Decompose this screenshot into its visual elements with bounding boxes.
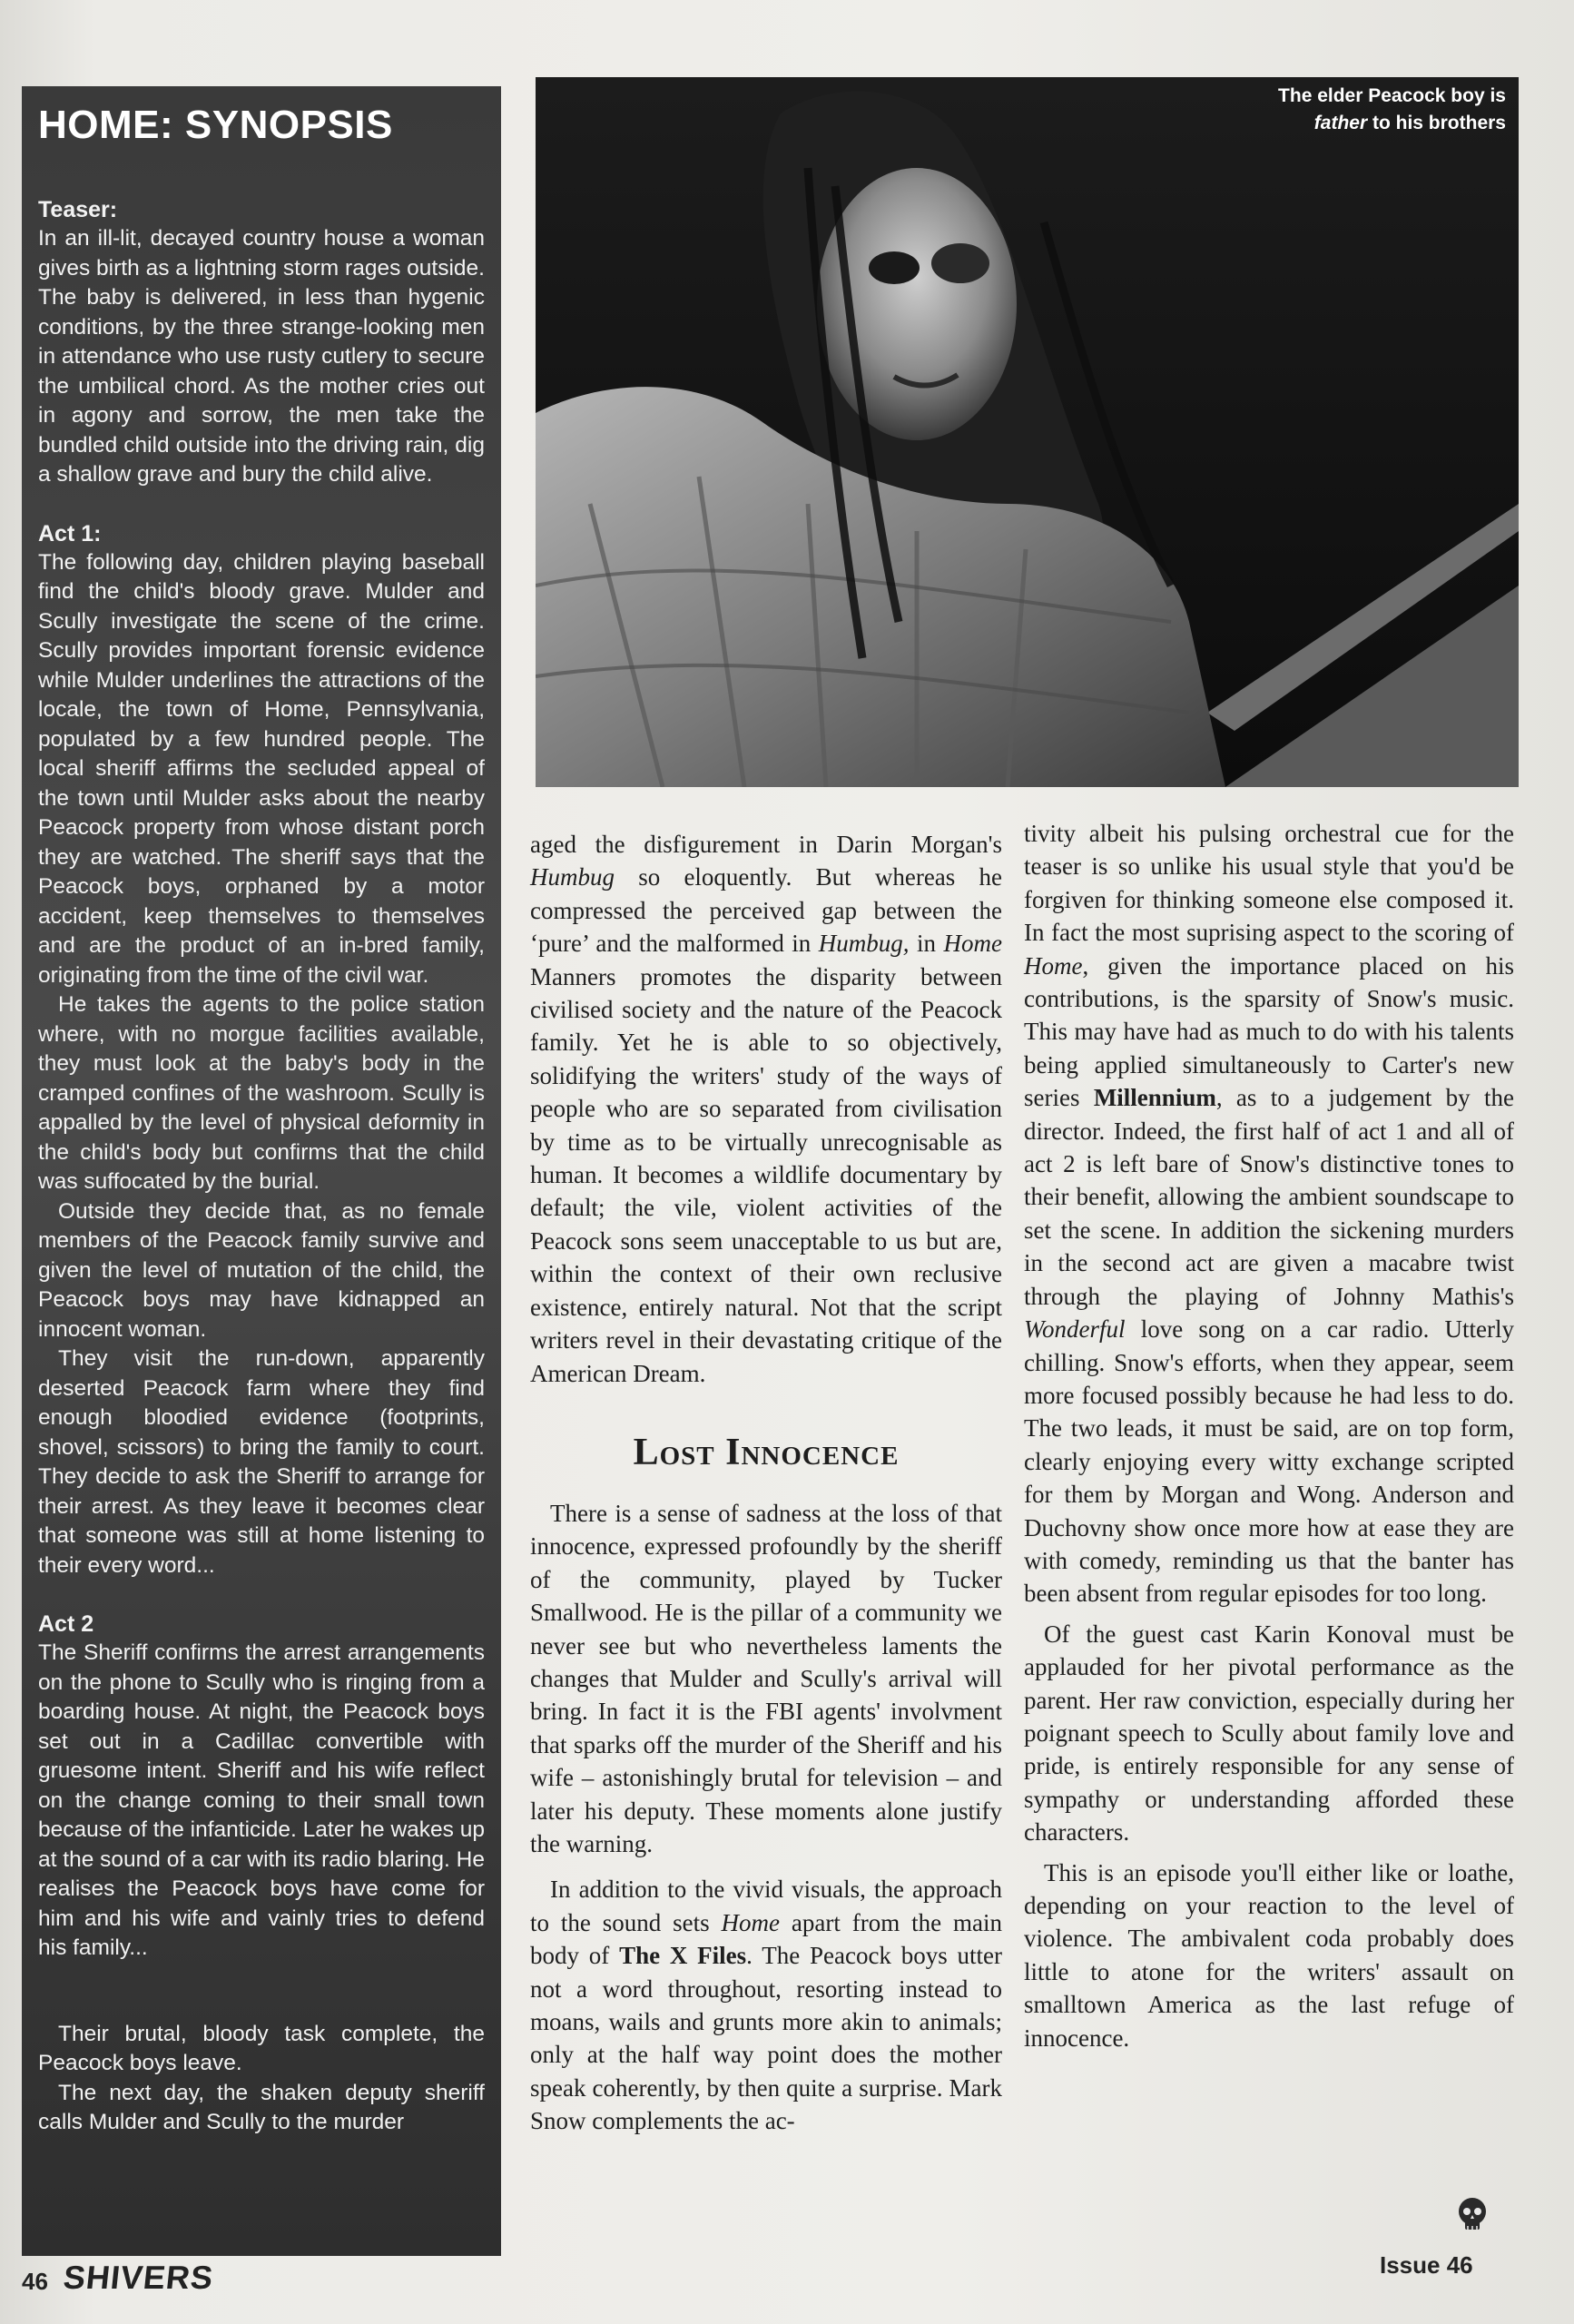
- article-paragraph: [530, 828, 1002, 1390]
- text-run: tivity albeit his pulsing orchestral cue for the teaser is so unlike his usual style that you'd be forgiven for thinking someone else composed it. In fact the most suprising aspect to the scoring of: [1024, 820, 1514, 947]
- episode-photo: [536, 77, 1519, 787]
- caption-text: to his brothers: [1367, 113, 1506, 133]
- article-paragraph: [1024, 817, 1514, 1610]
- teaser-text: In an ill-lit, decayed country house a woman gives birth as a lightning storm rages outside. The baby is delivered, in less than hygenic conditions, by the three strange-looking men in attendance who use rusty cutlery to secure the umbilical chord. As the mother cries out in agony and sorrow, the men take the bundled child outside into the driving rain, dig a shallow grave and bury the child alive.: [38, 226, 485, 487]
- issue-label: Issue 46: [1380, 2251, 1473, 2279]
- photo-illustration: [536, 77, 1519, 787]
- text-run: love song on a car radio. Utterly chilling. Snow's efforts, when they appear, seem more focused possibly because he had less to do. The two leads, it must be said, are on top form, clearly enjoying every witty exchange scripted for them by Morgan and Wong. Anderson and Duchovny show once more how at ease they are with comedy, reminding us that the banter has been absent from regular episodes for too long.: [1024, 1315, 1514, 1608]
- act2-paragraph: Their brutal, bloody task complete, the Peacock boys leave.: [38, 2021, 485, 2075]
- teaser-heading: Teaser:: [38, 197, 118, 222]
- text-run: Millennium: [1093, 1084, 1216, 1112]
- text-run: so eloquently. But whereas he compressed the perceived gap between the ‘pure’ and the malformed in: [530, 863, 1002, 958]
- section-subheading: Lost Innocence: [633, 1431, 900, 1473]
- article-paragraph: [530, 1873, 1002, 2137]
- photo-caption: [1278, 83, 1506, 137]
- act1-paragraph: Outside they decide that, as no female members of the Peacock family survive and given the level of mutation of the child, the Peacock boys may have kidnapped an innocent woman.: [38, 1198, 485, 1342]
- act1-paragraph: He takes the agents to the police station where, with no morgue facilities available, they must look at the baby's body in the cramped confines of the washroom. Scully is appalled by the level of physical deformity in the child's body but confirms that the child was suffocated by the burial.: [38, 992, 485, 1194]
- act1-paragraph: They visit the run-down, apparently deserted Peacock farm where they find enough bloodied evidence (footprints, shovel, scissors) to bring the family to court. They decide to ask the Sheriff to arrange for their arrest. As they leave it becomes clear that someone was still at home listening to their every word...: [38, 1346, 485, 1578]
- page-number: 46: [22, 2268, 48, 2295]
- text-run: apart from the main body of: [530, 1908, 1002, 1970]
- article-column-1: [530, 828, 1002, 2138]
- sidebar-title: HOME: SYNOPSIS: [38, 103, 393, 147]
- text-run: In addition to the vivid visuals, the approach to the sound sets: [530, 1876, 1002, 1936]
- text-run: aged the disfigurement in Darin Morgan's: [530, 831, 1002, 858]
- text-run: Humbug,: [818, 930, 910, 958]
- act1-heading: Act 1:: [38, 520, 102, 547]
- skull-icon: [1457, 2197, 1488, 2233]
- act2-paragraph: The Sheriff confirms the arrest arrangements on the phone to Scully who is ringing from a boarding house. At night, the Peacock boys set out in a Cadillac convertible with gruesome intent. Sheriff and his wife reflect on the change coming to their small town because of the infanticide. Later he wakes up at the sound of a car with its radio blaring. He realises the Peacock boys have come for him and his wife and vainly tries to defend his family...: [38, 1640, 485, 1960]
- synopsis-sidebar: [22, 86, 501, 2256]
- act2-heading: Act 2: [38, 1611, 94, 1637]
- article-paragraph: There is a sense of sadness at the loss of that innocence, expressed profoundly by the sheriff of the community, played by Tucker Smallwood. He is the pillar of a community we never see but who nevertheless laments the changes that Mulder and Scully's arrival will bring. In fact it is the FBI agents' involvment that sparks off the murder of the Sheriff and his wife – astonishingly brutal for television – and later his deputy. These moments alone justify the warning.: [530, 1499, 1002, 1857]
- text-run: , as to a judgement by the director. Indeed, the first half of act 1 and all of act 2 is left bare of Snow's distinctive tones to their benefit, allowing the ambient soundscape to set the scene. In addition the sickening murders in the second act are given a macabre twist through the playing of Johnny Mathis's: [1024, 1084, 1514, 1310]
- text-run: Humbug: [530, 863, 615, 891]
- article-paragraph: Of the guest cast Karin Konoval must be applauded for her pivotal performance as the parent. Her raw conviction, especially during her poignant speech to Scully about family love and pride, is entirely responsible for any sense of sympathy or understanding afforded these characters.: [1024, 1620, 1514, 1846]
- text-run: The X Files: [619, 1942, 747, 1970]
- text-run: . The Peacock boys utter not a word throughout, resorting instead to moans, wails and grunts more akin to animals; only at the half way point does the mother speak coherently, by then quite a surprise. Mark Snow complements the ac-: [530, 1942, 1002, 2135]
- text-run: Home: [721, 1908, 781, 1936]
- article-paragraph: This is an episode you'll either like or loathe, depending on your reaction to the level of violence. The ambivalent coda probably does little to atone for the writers' assault on smalltown America as the last refuge of innocence.: [1024, 1858, 1514, 2052]
- magazine-logo: SHIVERS: [61, 2259, 216, 2296]
- text-run: Home: [1024, 951, 1083, 980]
- caption-line: The elder Peacock boy is: [1278, 85, 1506, 106]
- text-run: Manners promotes the disparity between civilised society and the nature of the Peacock family. Yet he is able to so objectively, solidifying the writers' study of the ways of people who are so separated from civilisation by time as to be virtually unrecognisable as human. It becomes a wildlife documentary by default; the vile, violent activities of the Peacock sons seem unacceptable to us but are, within the context of their own reclusive existence, entirely natural. Not that the script writers revel in their devastating critique of the American Dream.: [530, 962, 1002, 1387]
- text-run: Home: [943, 930, 1002, 958]
- caption-line: [1278, 110, 1506, 137]
- text-run: in: [909, 930, 944, 958]
- act1-paragraph: The following day, children playing baseball find the child's bloody grave. Mulder and Scully investigate the scene of the crime. Scully provides important forensic evidence while Mulder underlines the attractions of the locale, the town of Home, Pennsylvania, populated by a few hundred people. The local sheriff affirms the secluded appeal of the town until Mulder asks about the nearby Peacock property from whose distant porch they are watched. The sheriff says that the Peacock boys, orphaned by a motor accident, keep themselves to themselves and are the product of an in-bred family, originating from the time of the civil war.: [38, 549, 485, 988]
- article-column-2: [1024, 817, 1514, 2054]
- text-run: , given the importance placed on his contributions, is the sparsity of Snow's music. This may have had as much to do with his talents being applied simultaneously to Carter's new series: [1024, 951, 1514, 1112]
- caption-emphasis: father: [1313, 113, 1368, 133]
- act2-paragraph: The next day, the shaken deputy sheriff calls Mulder and Scully to the murder: [38, 2080, 485, 2134]
- text-run: Wonderful: [1024, 1315, 1126, 1344]
